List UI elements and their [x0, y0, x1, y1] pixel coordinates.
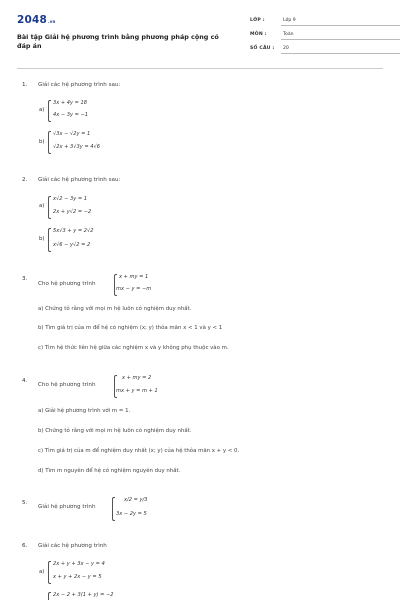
equation: mx + y = m + 1: [116, 388, 158, 394]
system-brace: [48, 131, 51, 154]
equation: √3x − √2y = 1: [53, 131, 91, 137]
part-label: a): [39, 107, 45, 113]
sub-question: b) Tìm giá trị của m để hệ có nghiệm (x; y) thỏa mãn x < 1 và y < 1: [38, 325, 223, 331]
equation: 2x + y + 3x − y = 4: [53, 561, 105, 567]
question-text: Cho hệ phương trình: [38, 281, 96, 287]
question-number: 6.: [22, 543, 28, 549]
document-title: Bài tập Giải hệ phương trình bằng phương pháp cộng có đáp án: [17, 33, 219, 50]
equation: 5x√3 + y = 2√2: [53, 228, 94, 234]
logo-text: 2048: [17, 14, 48, 26]
system-brace: [114, 274, 117, 296]
system-brace: [48, 592, 51, 600]
divider: [281, 25, 400, 26]
question-text: Giải hệ phương trình: [38, 504, 96, 510]
part-label: b): [39, 139, 45, 145]
divider: [281, 39, 400, 40]
equation: mx − y = −m: [116, 286, 152, 292]
question-number: 4.: [22, 378, 28, 384]
system-brace: [48, 228, 51, 252]
header-divider: [17, 68, 383, 69]
subject-value: Toán: [283, 32, 294, 37]
equation: x/2 = y/3: [124, 497, 148, 503]
equation: 4x − 3y = −1: [53, 112, 89, 118]
equation: 3x + 4y = 18: [53, 100, 88, 106]
equation: 2x − 2 + 3(1 + y) = −2: [53, 592, 114, 598]
system-brace: [48, 561, 51, 584]
question-number: 1.: [22, 82, 28, 88]
question-text: Giải các hệ phương trình sau:: [38, 82, 121, 88]
system-brace: [112, 497, 115, 521]
equation: x√6 − y√2 = 2: [53, 242, 91, 248]
sub-question: b) Chứng tỏ rằng với mọi m hệ luôn có nghiệm duy nhất.: [38, 428, 192, 434]
equation: √2x + 3√3y = 4√6: [53, 144, 100, 150]
equation: x√2 − 3y = 1: [53, 196, 88, 202]
question-number: 3.: [22, 276, 28, 282]
part-label: a): [39, 569, 45, 575]
count-label: SỐ CÂU :: [250, 46, 275, 51]
subject-label: MÔN :: [250, 32, 267, 37]
question-text: Cho hệ phương trình: [38, 382, 96, 388]
part-label: a): [39, 203, 45, 209]
sub-question: a) Chứng tỏ rằng với mọi m hệ luôn có nghiệm duy nhất.: [38, 306, 192, 312]
count-value: 20: [283, 46, 289, 51]
sub-question: a) Giải hệ phương trình với m = 1.: [38, 408, 131, 414]
equation: x + my = 1: [119, 274, 149, 280]
question-number: 5.: [22, 500, 28, 506]
equation: 2x + y√2 = −2: [53, 209, 92, 215]
system-brace: [48, 196, 51, 219]
system-brace: [48, 100, 51, 122]
question-text: Giải các hệ phương trình: [38, 543, 107, 549]
sub-question: c) Tìm hệ thức liên hệ giữa các nghiệm x và y không phụ thuộc vào m.: [38, 345, 229, 351]
logo-suffix: .vn: [48, 19, 56, 24]
equation: x + y + 2x − y = 5: [53, 574, 102, 580]
equation: 3x − 2y = 5: [116, 511, 147, 517]
equation: x + my = 2: [122, 375, 152, 381]
part-label: b): [39, 236, 45, 242]
question-text: Giải các hệ phương trình sau:: [38, 177, 121, 183]
divider: [281, 53, 400, 54]
question-number: 2.: [22, 177, 28, 183]
site-logo[interactable]: [17, 14, 56, 26]
sub-question: c) Tìm giá trị của m để nghiệm duy nhất (x; y) của hệ thỏa mãn x + y < 0.: [38, 448, 240, 454]
sub-question: d) Tìm m nguyên để hệ có nghiệm nguyên duy nhất.: [38, 468, 181, 474]
class-value: Lớp 9: [283, 18, 296, 23]
class-label: LỚP :: [250, 18, 265, 23]
system-brace: [114, 375, 117, 398]
